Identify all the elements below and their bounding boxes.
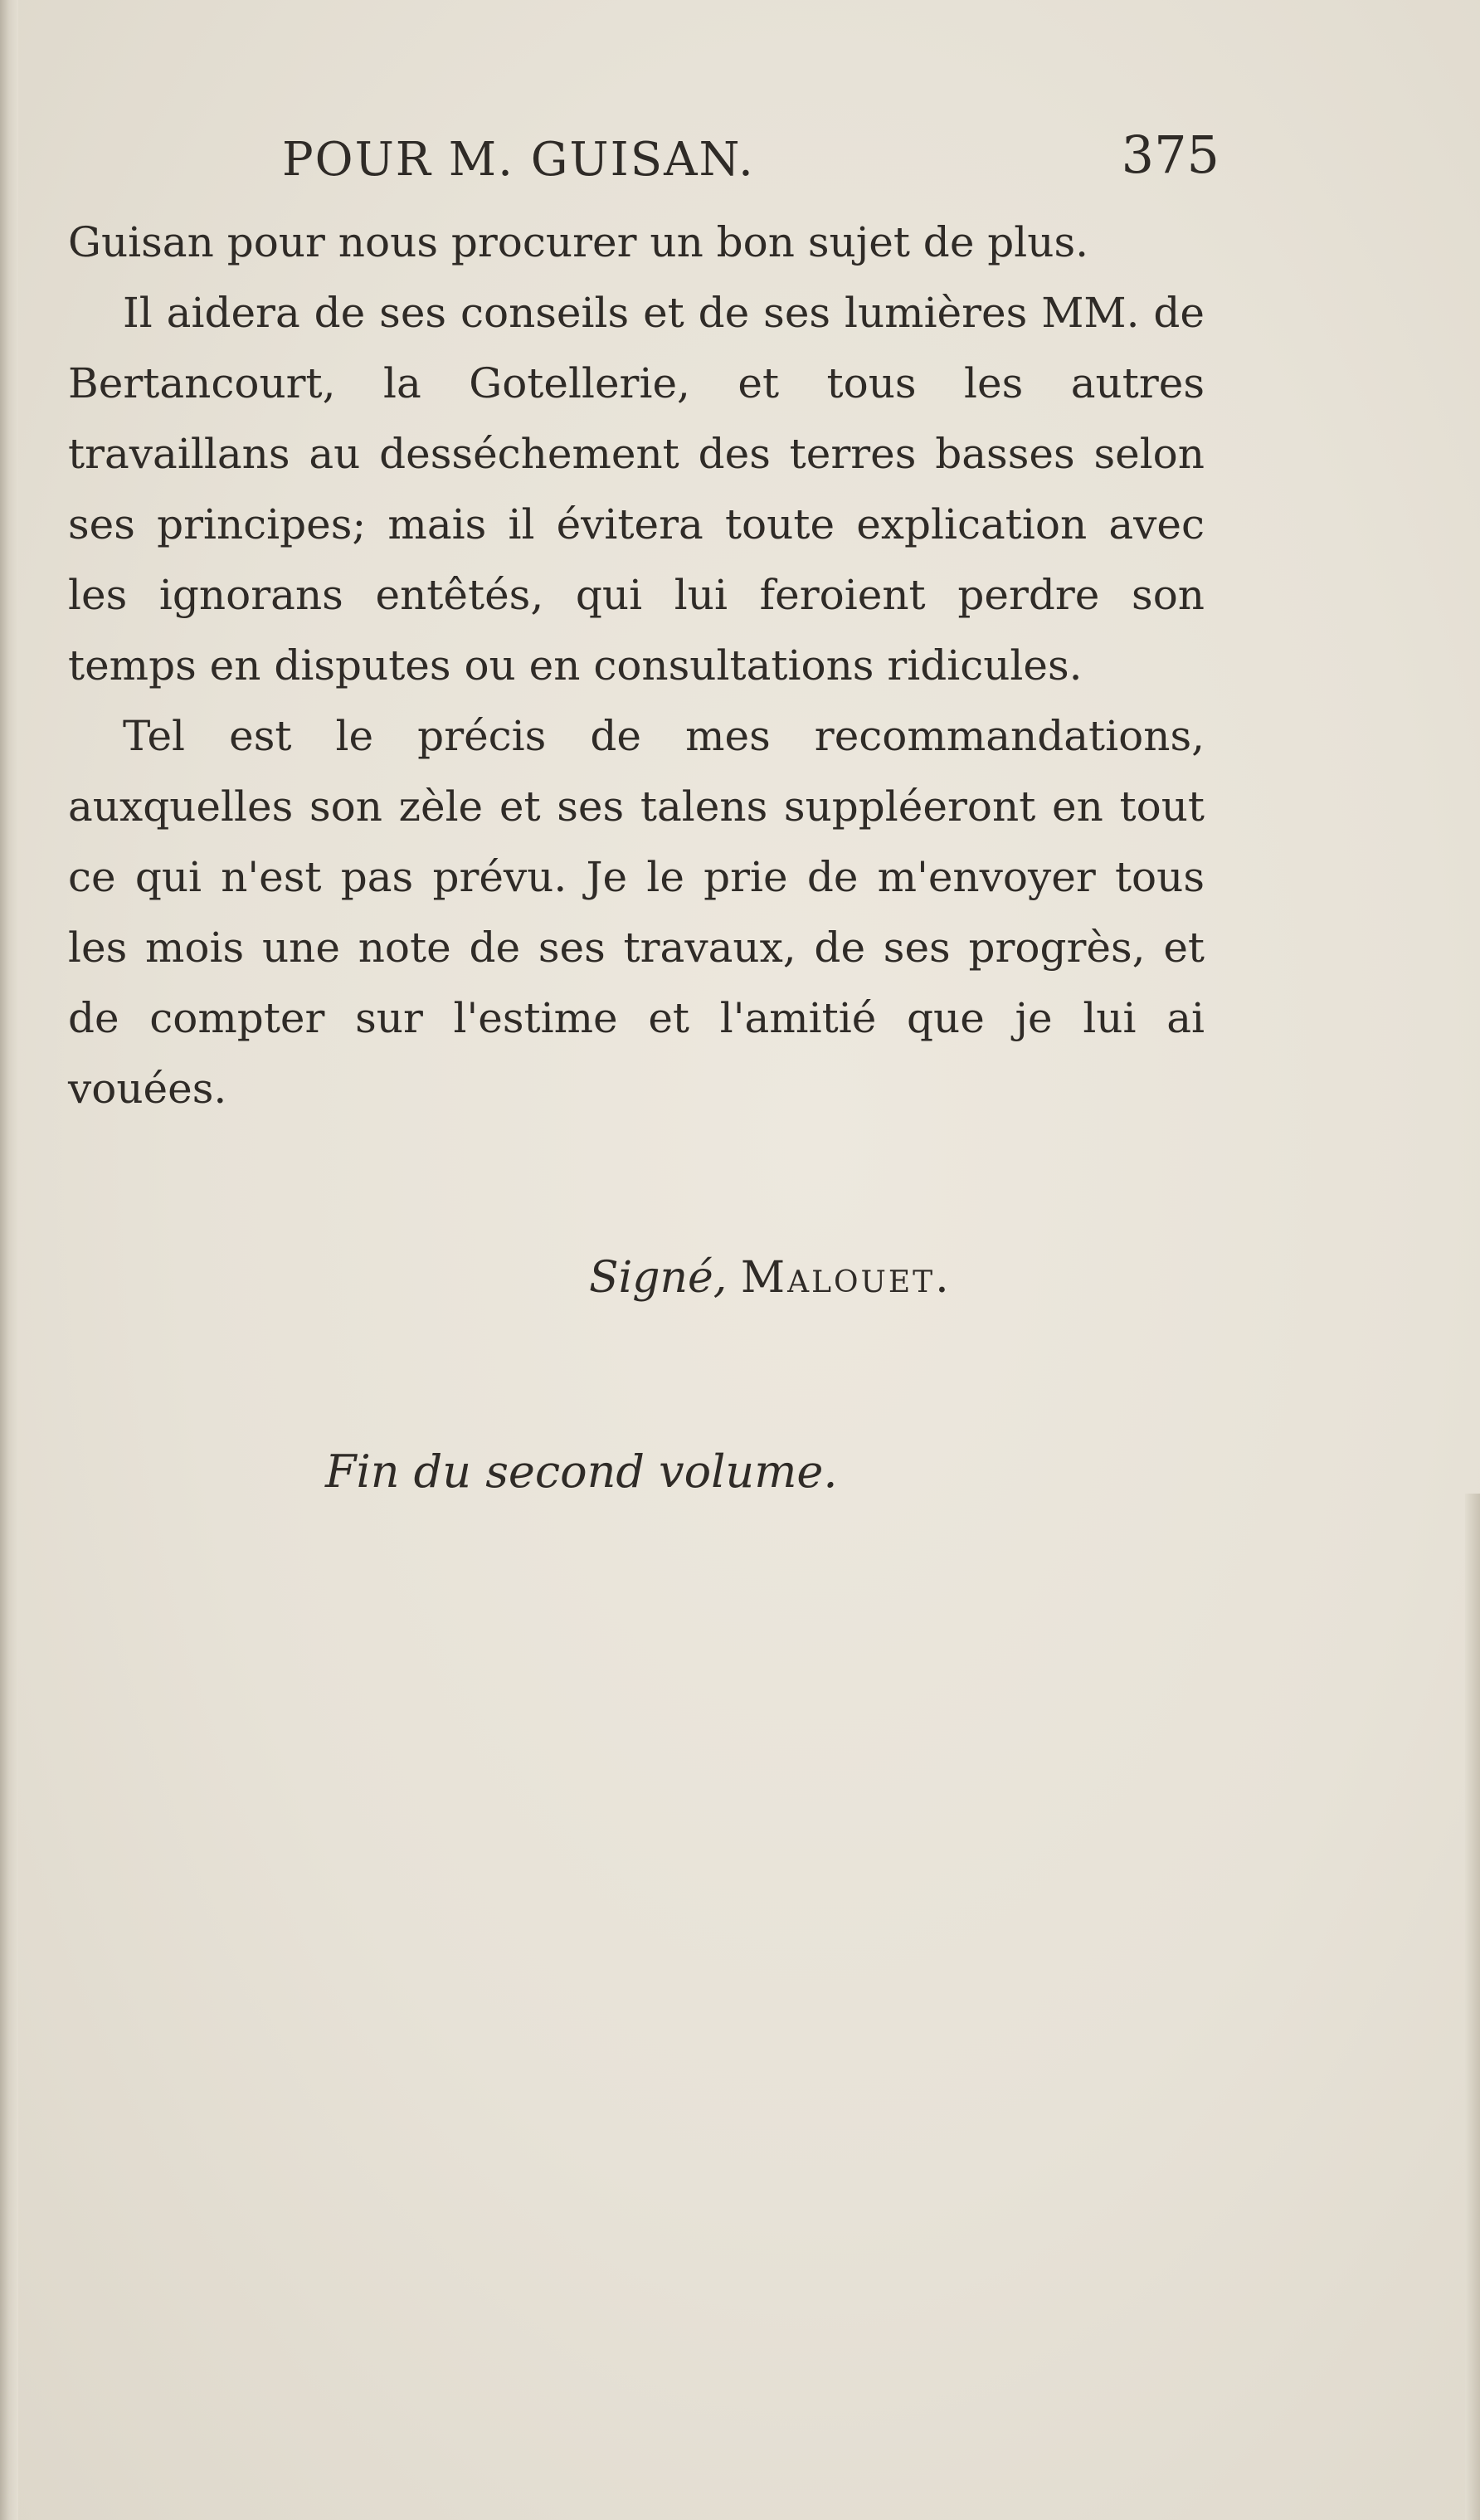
page-binding-edge	[0, 0, 18, 2520]
body-text	[68, 207, 1205, 1124]
page-header	[282, 124, 1220, 187]
running-head: POUR M. GUISAN.	[282, 133, 755, 187]
paragraph: Tel est le précis de mes recommandations, auxquelles son zèle et ses talens suppléeront en tout ce qui n'est pas prévu. Je le prie de m'envoyer tous les mois une note de ses travaux, de ses progrès, et de compter sur l'estime et l'amitié que je lui ai vouées.	[68, 712, 1205, 1113]
signed-label: Signé,	[589, 1253, 728, 1303]
paragraph-continuation: Guisan pour nous procurer un bon sujet de plus.	[68, 218, 1089, 266]
signatory-name: Malouet.	[740, 1253, 952, 1303]
page-right-edge	[1465, 1494, 1480, 2520]
paragraph: Il aidera de ses conseils et de ses lumières MM. de Bertancourt, la Gotellerie, et tous les autres travaillans au desséchement des terres basses selon ses principes; mais il évitera toute explication avec les ignorans entêtés, qui lui feroient perdre son temps en disputes ou en consultations ridicules.	[68, 289, 1205, 690]
page-number: 375	[1121, 124, 1220, 185]
end-of-volume-note: Fin du second volume.	[325, 1445, 838, 1498]
signature-line	[589, 1253, 952, 1303]
